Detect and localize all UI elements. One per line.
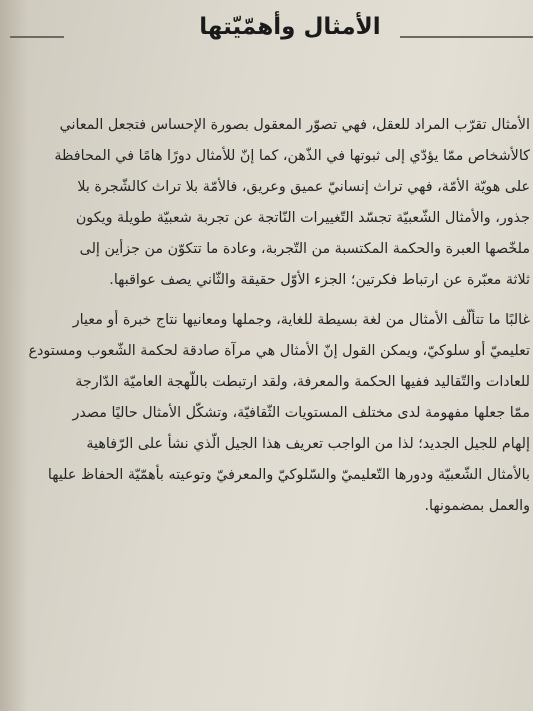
paragraph-1 [20, 110, 530, 296]
text-line: تعليميّ أو سلوكيّ، ويمكن القول إنّ الأمثال هي مرآة صادقة لحكمة الشّعوب ومستودع [28, 343, 530, 359]
text-line: على هويّة الأمّة، فهي تراث إنسانيّ عميق وعريق، فالأمّة بلا تراث كالشّجرة بلا [77, 179, 530, 195]
title-rule-left [10, 36, 64, 38]
text-line: ممّا جعلها مفهومة لدى مختلف المستويات الثّقافيّة، وتشكّل الأمثال حاليًا مصدر [72, 405, 530, 421]
text-line: كالأشخاص ممّا يؤدّي إلى ثبوتها في الذّهن، كما إنّ للأمثال دورًا هامًا في المحافظة [54, 148, 530, 164]
title-rule-right [400, 36, 533, 38]
text-line: الأمثال تقرّب المراد للعقل، فهي تصوّر المعقول بصورة الإحساس فتجعل المعاني [59, 117, 530, 133]
text-line: والعمل بمضمونها. [424, 498, 530, 514]
text-line: إلهام للجيل الجديد؛ لذا من الواجب تعريف هذا الجيل الّذي نشأ على الرّفاهية [86, 436, 530, 452]
page-title: الأمثال وأهمّيّتها [199, 14, 381, 40]
text-line: غالبًا ما تتألّف الأمثال من لغة بسيطة للغاية، وجملها ومعانيها نتاج خبرة أو معيار [72, 312, 530, 328]
text-line: للعادات والتّقاليد ففيها الحكمة والمعرفة، ولقد ارتبطت باللّهجة العاميّة الدّارجة [75, 374, 530, 390]
text-line: جذور، والأمثال الشّعبيّة تجسّد التّغييرات النّاتجة عن تجربة شعبيّة طويلة ويكون [75, 210, 530, 226]
text-line: ثلاثة معبّرة عن ارتباط فكرتين؛ الجزء الأوّل حقيقة والثّاني يصف عواقبها. [109, 272, 530, 288]
text-line: بالأمثال الشّعبيّة ودورها التّعليميّ والسّلوكيّ والمعرفيّ وتوعيته بأهمّيّة الحفاظ عليها [47, 467, 530, 483]
paragraph-2 [20, 305, 530, 522]
text-line: ملخّصها العبرة والحكمة المكتسبة من التّجربة، وعادة ما تتكوّن من جزأين إلى [79, 241, 530, 257]
